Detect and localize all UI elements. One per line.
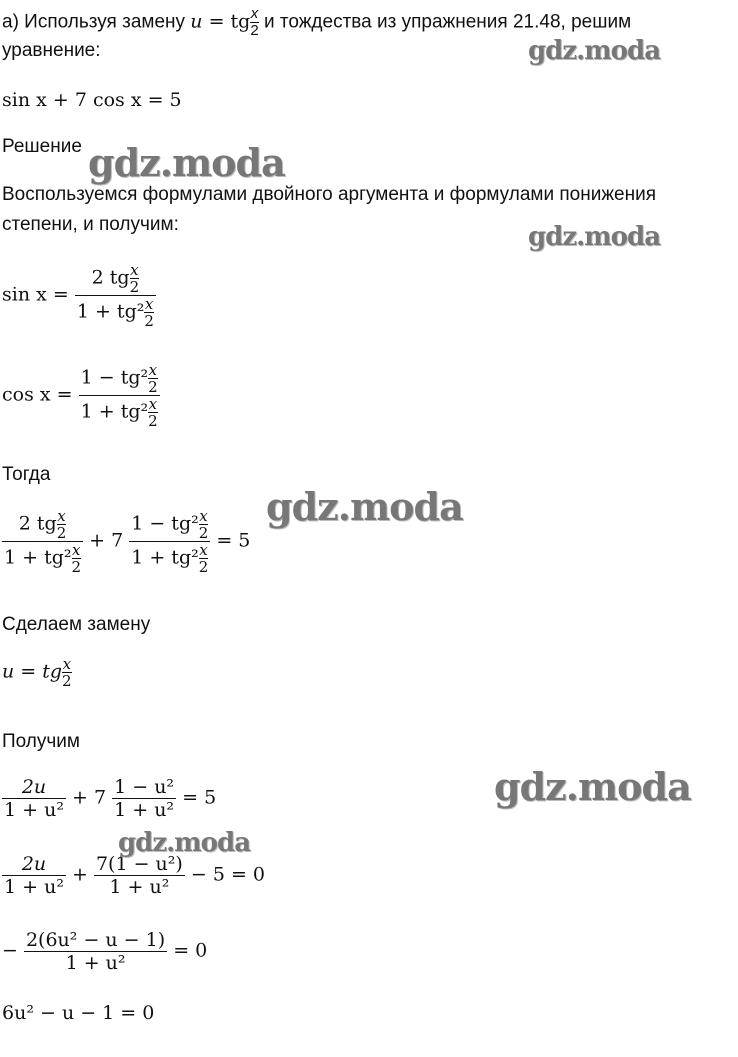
tg-function: tg [230, 10, 251, 33]
intro-line-1-start: а) Используя замену [2, 11, 191, 33]
explanation-line-1: Воспользуемся формулами двойного аргумента и формулами понижения [2, 184, 657, 205]
u-equation-2: $\frac{2u}{\text{1 + u²}}$ + $\frac{\text{7(1 − u²)}}{\text{1 + u²}}$ − 5 = 0 [4, 853, 266, 898]
watermark-logo: gdz.moda [266, 484, 463, 529]
watermark-logo: gdz.moda [528, 36, 661, 66]
x-over-2-fraction: $\frac{x}{2}$ [250, 5, 259, 39]
watermark-logo: gdz.moda [88, 140, 285, 185]
sin-x-formula: sin x = 2 tg $\frac{x}{2}$ 1 + tg² $\frac{x}{2}$ [2, 261, 154, 330]
watermark-logo: gdz.moda [528, 222, 661, 252]
substitution-formula: u = tg $\frac{x}{2}$ [2, 655, 72, 690]
intro-line-1-end: и тождества из упражнения 21.48, решим [258, 11, 632, 33]
cos-fraction: 1 − tg² $\frac{x}{2}$ 1 + tg² $\frac{x}{2}$ [80, 361, 158, 430]
watermark-logo: gdz.moda [118, 828, 251, 858]
main-equation: sin x + 7 cos x = 5 [2, 89, 182, 111]
substituted-equation: 2 tg $\frac{x}{2}$ 1 + tg² $\frac{x}{2}$ + 7 1 − tg² $\frac{x}{2}$ 1 + tg² $\frac{x}{2}$ = 5 [4, 507, 251, 576]
solution-label: Решение [2, 136, 82, 157]
substitution-label: Сделаем замену [2, 614, 151, 635]
u-variable: u [190, 10, 203, 33]
final-equation: 6u² − u − 1 = 0 [2, 1002, 155, 1024]
intro-line-1: а) Используя замену u = tg $\frac{x}{2}$ и тождества из упражнения 21.48, решим [2, 5, 632, 39]
intro-line-2: уравнение: [2, 40, 101, 61]
second-term-fraction: 1 − tg² $\frac{x}{2}$ 1 + tg² $\frac{x}{2}$ [131, 507, 209, 576]
explanation-line-2: степени, и получим: [2, 214, 179, 235]
cos-x-formula: cos x = 1 − tg² $\frac{x}{2}$ 1 + tg² $\frac{x}{2}$ [2, 361, 158, 430]
u-equation-1: $\frac{2u}{\text{1 + u²}}$ + 7 $\frac{\text{1 − u²}}{\text{1 + u²}}$ = 5 [4, 776, 217, 821]
sin-fraction: 2 tg $\frac{x}{2}$ 1 + tg² $\frac{x}{2}$ [76, 261, 154, 330]
obtain-label: Получим [2, 731, 80, 752]
watermark-logo: gdz.moda [494, 764, 691, 809]
then-label: Тогда [2, 464, 51, 485]
first-term-fraction: 2 tg $\frac{x}{2}$ 1 + tg² $\frac{x}{2}$ [4, 507, 82, 576]
u-equation-3: − $\frac{\text{2(6u² − u − 1)}}{\text{1 + u²}}$ = 0 [2, 929, 208, 974]
